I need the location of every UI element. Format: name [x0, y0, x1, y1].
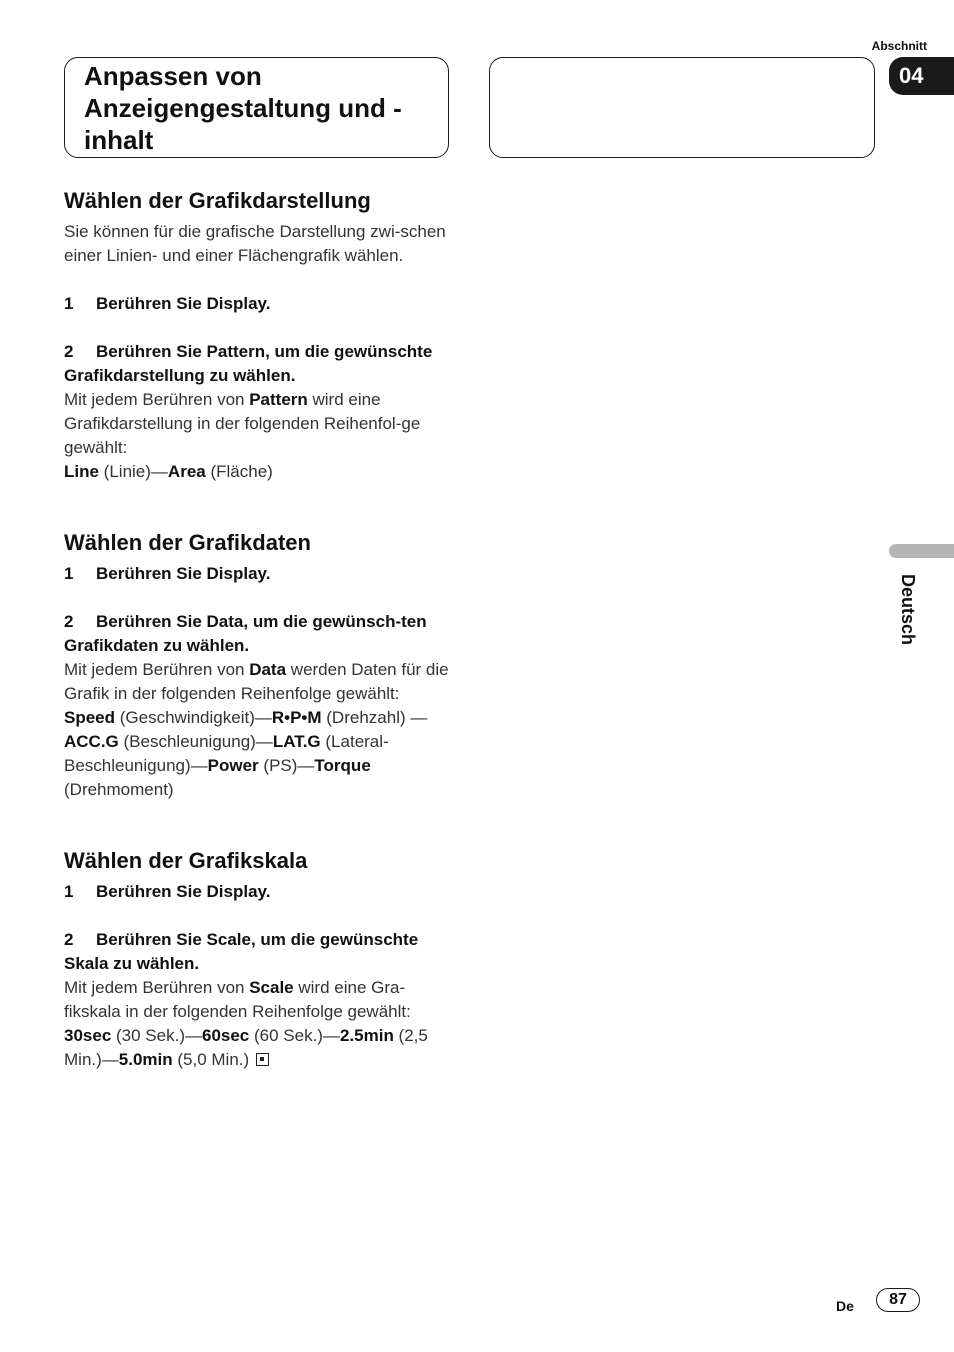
separator: —	[101, 1050, 119, 1069]
separator: —	[297, 756, 315, 775]
desc-key: Scale	[249, 978, 294, 997]
section-heading: Wählen der Grafikdaten	[64, 530, 311, 555]
option-key: Torque	[314, 756, 371, 775]
step	[64, 340, 450, 388]
option-label: (30 Sek.)	[111, 1026, 185, 1045]
desc-text: wird eine Grafikdarstellung in der folgenden Reihenfol-ge gewählt:	[64, 390, 421, 457]
separator: —	[184, 1026, 202, 1045]
option-key: 2.5min	[339, 1026, 394, 1045]
page-title: Anpassen von Anzeigengestaltung und -inhalt	[84, 61, 402, 155]
desc-text: werden Daten für die Grafik in der folgenden Reihenfolge gewählt:	[64, 660, 449, 703]
separator: —	[255, 732, 273, 751]
step-number: 1	[64, 294, 74, 313]
step-text: Berühren Sie Display.	[96, 564, 271, 583]
desc-text: Mit jedem Berühren von	[64, 660, 250, 679]
section-heading: Wählen der Grafikskala	[64, 848, 308, 873]
option-label: (PS)	[258, 756, 298, 775]
option-label: (Drehmoment)	[64, 780, 174, 799]
desc-key: Pattern	[249, 390, 308, 409]
option-label: (2,5 Min.)	[64, 1026, 428, 1069]
main-column	[64, 186, 450, 1072]
option-key: Power	[207, 756, 259, 775]
step-number: 1	[64, 882, 74, 901]
footer-language-code: De	[836, 1298, 854, 1314]
separator: —	[150, 462, 168, 481]
option-sequence	[64, 706, 450, 802]
option-label: (Fläche)	[205, 462, 273, 481]
step	[64, 610, 450, 658]
option-label: (Linie)	[98, 462, 151, 481]
separator: —	[322, 1026, 340, 1045]
option-label: (Drehzahl)	[321, 708, 406, 727]
step-text: Berühren Sie Scale, um die gewünschte Skala zu wählen.	[64, 930, 419, 973]
step-number: 2	[64, 612, 74, 631]
option-sequence	[64, 1024, 450, 1072]
step-text: Berühren Sie Data, um die gewünsch-ten Grafikdaten zu wählen.	[64, 612, 427, 655]
section-number-tab: 04	[889, 57, 954, 95]
option-key: Speed	[64, 708, 116, 727]
section-intro: Sie können für die grafische Darstellung zwi-schen einer Linien- und einer Flächengrafik wählen.	[64, 222, 446, 265]
step	[64, 292, 450, 316]
separator: —	[254, 708, 272, 727]
separator: —	[190, 756, 208, 775]
option-label: (Geschwindigkeit)	[115, 708, 255, 727]
blank-frame	[489, 57, 875, 158]
option-key: 30sec	[64, 1026, 112, 1045]
desc-text: wird eine Gra-fikskala in der folgenden Reihenfolge gewählt:	[64, 978, 411, 1021]
step-description	[64, 388, 450, 460]
step	[64, 880, 450, 904]
step	[64, 928, 450, 976]
step-text: Berühren Sie Display.	[96, 882, 271, 901]
separator: —	[410, 708, 428, 727]
option-key: ACC.G	[64, 732, 119, 751]
page-number: 87	[876, 1288, 920, 1312]
option-label: (Beschleunigung)	[118, 732, 256, 751]
option-sequence	[64, 460, 450, 484]
section-heading: Wählen der Grafikdarstellung	[64, 188, 371, 213]
option-key: Area	[167, 462, 206, 481]
option-key: R•P•M	[271, 708, 322, 727]
step	[64, 562, 450, 586]
end-of-section-icon	[256, 1053, 269, 1066]
section-label: Abschnitt	[871, 39, 927, 53]
option-label: (Lateral-Beschleunigung)	[64, 732, 389, 775]
step-text: Berühren Sie Pattern, um die gewünschte Grafikdarstellung zu wählen.	[64, 342, 433, 385]
step-description	[64, 658, 450, 706]
desc-key: Data	[249, 660, 287, 679]
step-number: 2	[64, 342, 74, 361]
option-label: (5,0 Min.)	[172, 1050, 250, 1069]
step-description	[64, 976, 450, 1024]
step-text: Berühren Sie Display.	[96, 294, 271, 313]
desc-text: Mit jedem Berühren von	[64, 978, 250, 997]
step-number: 1	[64, 564, 74, 583]
option-key: LAT.G	[272, 732, 321, 751]
desc-text: Mit jedem Berühren von	[64, 390, 250, 409]
option-label: (60 Sek.)	[249, 1026, 323, 1045]
language-tab-label: Deutsch	[898, 574, 918, 646]
option-key: Line	[64, 462, 99, 481]
step-number: 2	[64, 930, 74, 949]
option-key: 60sec	[201, 1026, 250, 1045]
language-tab-marker	[889, 544, 954, 558]
option-key: 5.0min	[118, 1050, 173, 1069]
